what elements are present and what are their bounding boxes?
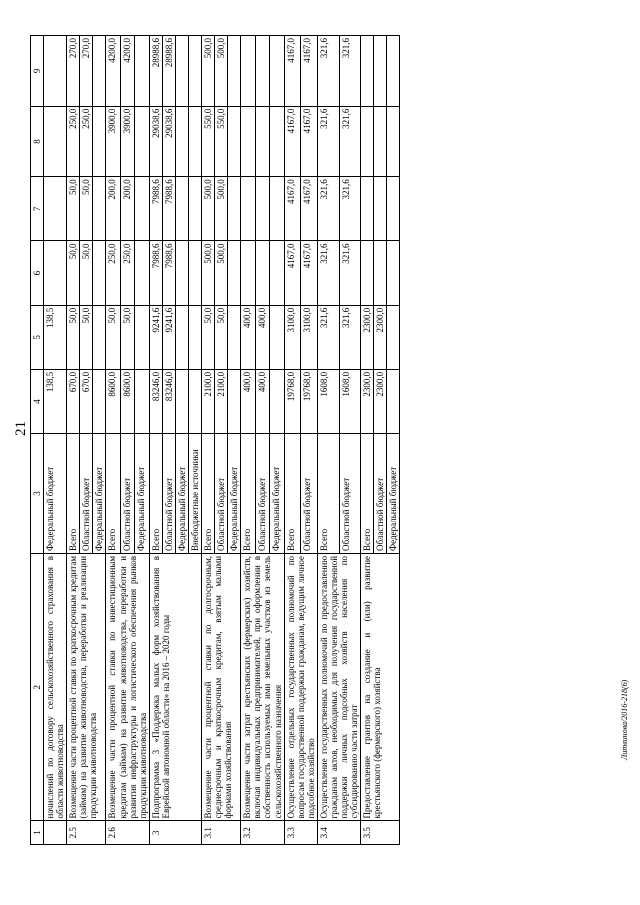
value-cell-v9: 500,0 [202, 36, 215, 107]
value-cell-v4: 2300,0 [374, 369, 387, 433]
row-number-cell: 2.5 [67, 821, 106, 845]
funding-source-cell: Всего [317, 434, 339, 554]
table-row [67, 36, 80, 845]
budget-table [30, 35, 400, 845]
value-cell-v7: 200,0 [106, 177, 120, 241]
value-cell-v8: 550,0 [202, 106, 215, 177]
value-cell-v8: 321,6 [317, 106, 339, 177]
value-cell-v4 [135, 369, 149, 433]
document-stamp: Литвинова/2016-218(6) [620, 679, 629, 760]
value-cell-v6: 321,6 [317, 241, 339, 305]
table-row [202, 36, 215, 845]
header-cell: 4 [31, 369, 44, 433]
value-cell-v4 [228, 369, 241, 433]
activity-description-cell: начислений по договору сельскохозяйственного страхования в области животноводства [44, 553, 67, 821]
value-cell-v5: 2300,0 [361, 305, 374, 369]
funding-source-cell: Областной бюджет [215, 434, 228, 554]
row-number-cell: 3 [149, 821, 201, 845]
activity-description-cell: Возмещение части затрат крестьянских (фермерских) хозяйств, включая индивидуальных предпринимателей, при оформлении в собственность используемых ими земельных участков из земель сельскохозяйственного назначения [241, 553, 284, 821]
value-cell-v6 [93, 241, 106, 305]
value-cell-v7: 321,6 [339, 177, 361, 241]
value-cell-v5 [228, 305, 241, 369]
value-cell-v7: 7988,6 [149, 177, 162, 241]
value-cell-v8 [270, 106, 284, 177]
value-cell-v8: 3900,0 [120, 106, 134, 177]
value-cell-v4: 138,5 [44, 369, 67, 433]
funding-source-cell: Областной бюджет [162, 434, 175, 554]
row-number-cell: 3.4 [317, 821, 360, 845]
value-cell-v7 [228, 177, 241, 241]
value-cell-v9: 4200,0 [120, 36, 134, 107]
funding-source-cell: Всего [67, 434, 80, 554]
value-cell-v9 [255, 36, 269, 107]
value-cell-v5 [175, 305, 188, 369]
funding-source-cell: Всего [106, 434, 120, 554]
activity-description-cell: Возмещение части процентной ставки по инвестиционным кредитам (займам) на развитие животноводства, переработки и развития инфраструктуры и логистического обеспечения рынков продукции животноводства [106, 553, 149, 821]
value-cell-v4: 2100,0 [202, 369, 215, 433]
value-cell-v5: 9241,6 [149, 305, 162, 369]
value-cell-v7: 50,0 [67, 177, 80, 241]
value-cell-v8 [93, 106, 106, 177]
value-cell-v9: 4167,0 [284, 36, 301, 107]
value-cell-v8 [228, 106, 241, 177]
value-cell-v4 [175, 369, 188, 433]
row-number-cell [44, 821, 67, 845]
value-cell-v8 [135, 106, 149, 177]
value-cell-v9 [241, 36, 255, 107]
table-row [241, 36, 255, 845]
value-cell-v5 [135, 305, 149, 369]
header-cell: 9 [31, 36, 44, 107]
rotated-table-container [30, 35, 575, 845]
value-cell-v5: 50,0 [120, 305, 134, 369]
value-cell-v9 [135, 36, 149, 107]
value-cell-v4: 2100,0 [215, 369, 228, 433]
row-number-cell: 3.2 [241, 821, 284, 845]
value-cell-v9 [189, 36, 202, 107]
table-row [284, 36, 301, 845]
value-cell-v7 [361, 177, 374, 241]
value-cell-v7: 321,6 [317, 177, 339, 241]
value-cell-v8 [255, 106, 269, 177]
row-number-cell: 3.5 [361, 821, 400, 845]
value-cell-v7 [374, 177, 387, 241]
funding-source-cell: Федеральный бюджет [270, 434, 284, 554]
value-cell-v5: 2300,0 [374, 305, 387, 369]
funding-source-cell: Федеральный бюджет [175, 434, 188, 554]
funding-source-cell: Областной бюджет [120, 434, 134, 554]
header-cell: 1 [31, 821, 44, 845]
value-cell-v5 [270, 305, 284, 369]
value-cell-v9: 4200,0 [106, 36, 120, 107]
value-cell-v9: 270,0 [67, 36, 80, 107]
value-cell-v6 [255, 241, 269, 305]
value-cell-v5: 9241,6 [162, 305, 175, 369]
value-cell-v6: 50,0 [67, 241, 80, 305]
value-cell-v4 [387, 369, 400, 433]
value-cell-v6 [44, 241, 67, 305]
value-cell-v8: 4167,0 [284, 106, 301, 177]
funding-source-cell: Областной бюджет [255, 434, 269, 554]
value-cell-v6: 250,0 [106, 241, 120, 305]
value-cell-v8 [361, 106, 374, 177]
value-cell-v4: 670,0 [67, 369, 80, 433]
table-row [361, 36, 374, 845]
funding-source-cell: Внебюджетные источники [189, 434, 202, 554]
value-cell-v7 [44, 177, 67, 241]
value-cell-v5: 138,5 [44, 305, 67, 369]
activity-description-cell: Предоставление грантов на создание и (или) развитие крестьянского (фермерского) хозяйства [361, 553, 400, 821]
value-cell-v4: 83246,0 [162, 369, 175, 433]
value-cell-v7 [135, 177, 149, 241]
value-cell-v6 [361, 241, 374, 305]
value-cell-v7 [189, 177, 202, 241]
value-cell-v9: 270,0 [80, 36, 93, 107]
value-cell-v6 [135, 241, 149, 305]
header-cell: 2 [31, 553, 44, 821]
funding-source-cell: Областной бюджет [80, 434, 93, 554]
value-cell-v7: 4167,0 [284, 177, 301, 241]
table-row [44, 36, 67, 845]
table-body [31, 36, 400, 845]
value-cell-v9 [93, 36, 106, 107]
value-cell-v9 [387, 36, 400, 107]
value-cell-v8 [175, 106, 188, 177]
value-cell-v5: 50,0 [106, 305, 120, 369]
activity-description-cell: Осуществление государственных полномочий по предоставлению гражданам актов, необходимых для получения государственной поддержки личных подсобных хозяйств населения по субсидированию части затрат [317, 553, 360, 821]
value-cell-v7: 500,0 [215, 177, 228, 241]
value-cell-v6: 7988,6 [149, 241, 162, 305]
value-cell-v9 [228, 36, 241, 107]
value-cell-v6: 500,0 [202, 241, 215, 305]
value-cell-v8 [374, 106, 387, 177]
header-cell: 5 [31, 305, 44, 369]
table-row [106, 36, 120, 845]
funding-source-cell: Федеральный бюджет [228, 434, 241, 554]
value-cell-v7 [387, 177, 400, 241]
funding-source-cell: Всего [361, 434, 374, 554]
funding-source-cell: Федеральный бюджет [135, 434, 149, 554]
value-cell-v4: 1608,0 [339, 369, 361, 433]
value-cell-v6 [189, 241, 202, 305]
value-cell-v7: 500,0 [202, 177, 215, 241]
value-cell-v8: 4167,0 [301, 106, 318, 177]
funding-source-cell: Федеральный бюджет [93, 434, 106, 554]
value-cell-v4: 400,0 [255, 369, 269, 433]
header-cell: 7 [31, 177, 44, 241]
value-cell-v5: 50,0 [202, 305, 215, 369]
header-cell: 6 [31, 241, 44, 305]
header-cell: 8 [31, 106, 44, 177]
value-cell-v4: 1608,0 [317, 369, 339, 433]
value-cell-v7 [255, 177, 269, 241]
table-row [149, 36, 162, 845]
value-cell-v9: 321,6 [317, 36, 339, 107]
value-cell-v7 [175, 177, 188, 241]
value-cell-v5: 400,0 [255, 305, 269, 369]
value-cell-v9: 28988,6 [162, 36, 175, 107]
value-cell-v9 [175, 36, 188, 107]
value-cell-v6: 4167,0 [284, 241, 301, 305]
value-cell-v5: 3100,0 [301, 305, 318, 369]
value-cell-v4 [270, 369, 284, 433]
value-cell-v8: 29038,6 [162, 106, 175, 177]
value-cell-v6: 321,6 [339, 241, 361, 305]
value-cell-v5: 50,0 [80, 305, 93, 369]
value-cell-v9: 321,6 [339, 36, 361, 107]
page-number: 21 [13, 421, 29, 436]
value-cell-v5: 400,0 [241, 305, 255, 369]
value-cell-v8 [241, 106, 255, 177]
value-cell-v5: 50,0 [215, 305, 228, 369]
value-cell-v7 [93, 177, 106, 241]
value-cell-v7: 4167,0 [301, 177, 318, 241]
value-cell-v7: 50,0 [80, 177, 93, 241]
activity-description-cell: Осуществление отдельных государственных полномочий по вопросам государственной поддержки гражданам, ведущим личное подсобное хозяйство [284, 553, 317, 821]
value-cell-v5: 50,0 [67, 305, 80, 369]
funding-source-cell: Федеральный бюджет [44, 434, 67, 554]
value-cell-v5 [189, 305, 202, 369]
value-cell-v4: 83246,0 [149, 369, 162, 433]
activity-description-cell: Подпрограмма 3 «Поддержка малых форм хозяйствования в Еврейской автономной области» на 2016 – 2020 годы [149, 553, 201, 821]
value-cell-v9: 4167,0 [301, 36, 318, 107]
table-row [317, 36, 339, 845]
value-cell-v9 [361, 36, 374, 107]
value-cell-v9: 28988,6 [149, 36, 162, 107]
value-cell-v6 [241, 241, 255, 305]
value-cell-v4: 670,0 [80, 369, 93, 433]
value-cell-v7: 200,0 [120, 177, 134, 241]
value-cell-v6 [175, 241, 188, 305]
value-cell-v4 [93, 369, 106, 433]
value-cell-v9: 500,0 [215, 36, 228, 107]
value-cell-v7 [270, 177, 284, 241]
value-cell-v5 [93, 305, 106, 369]
value-cell-v8: 3900,0 [106, 106, 120, 177]
value-cell-v5 [387, 305, 400, 369]
value-cell-v6: 7988,6 [162, 241, 175, 305]
funding-source-cell: Всего [202, 434, 215, 554]
value-cell-v9 [374, 36, 387, 107]
activity-description-cell: Возмещение части процентной ставки по краткосрочным кредитам (займам) на развитие животноводства, переработки и реализации продукции животноводства [67, 553, 106, 821]
value-cell-v8: 321,6 [339, 106, 361, 177]
value-cell-v8: 29038,6 [149, 106, 162, 177]
value-cell-v4: 8600,0 [120, 369, 134, 433]
value-cell-v6 [387, 241, 400, 305]
value-cell-v5: 321,6 [339, 305, 361, 369]
table-header-row [31, 36, 44, 845]
value-cell-v6 [270, 241, 284, 305]
row-number-cell: 3.1 [202, 821, 241, 845]
funding-source-cell: Областной бюджет [339, 434, 361, 554]
value-cell-v6: 50,0 [80, 241, 93, 305]
funding-source-cell: Областной бюджет [301, 434, 318, 554]
activity-description-cell: Возмещение части процентной ставки по долгосрочным, среднесрочным и краткосрочным кредитам, взятым малыми формами хозяйствования [202, 553, 241, 821]
value-cell-v6 [228, 241, 241, 305]
funding-source-cell: Всего [241, 434, 255, 554]
value-cell-v4 [189, 369, 202, 433]
header-cell: 3 [31, 434, 44, 554]
value-cell-v4: 19768,0 [301, 369, 318, 433]
value-cell-v8 [44, 106, 67, 177]
value-cell-v7 [241, 177, 255, 241]
value-cell-v7: 7988,6 [162, 177, 175, 241]
value-cell-v4: 2300,0 [361, 369, 374, 433]
row-number-cell: 3.3 [284, 821, 317, 845]
value-cell-v6: 500,0 [215, 241, 228, 305]
value-cell-v4: 400,0 [241, 369, 255, 433]
value-cell-v8: 250,0 [80, 106, 93, 177]
value-cell-v8 [189, 106, 202, 177]
value-cell-v6 [374, 241, 387, 305]
funding-source-cell: Федеральный бюджет [387, 434, 400, 554]
value-cell-v8 [387, 106, 400, 177]
value-cell-v5: 3100,0 [284, 305, 301, 369]
value-cell-v8: 250,0 [67, 106, 80, 177]
value-cell-v8: 550,0 [215, 106, 228, 177]
value-cell-v4: 19768,0 [284, 369, 301, 433]
funding-source-cell: Всего [284, 434, 301, 554]
funding-source-cell: Всего [149, 434, 162, 554]
row-number-cell: 2.6 [106, 821, 149, 845]
value-cell-v9 [44, 36, 67, 107]
value-cell-v5: 321,6 [317, 305, 339, 369]
funding-source-cell: Областной бюджет [374, 434, 387, 554]
value-cell-v6: 250,0 [120, 241, 134, 305]
value-cell-v9 [270, 36, 284, 107]
value-cell-v6: 4167,0 [301, 241, 318, 305]
value-cell-v4: 8600,0 [106, 369, 120, 433]
